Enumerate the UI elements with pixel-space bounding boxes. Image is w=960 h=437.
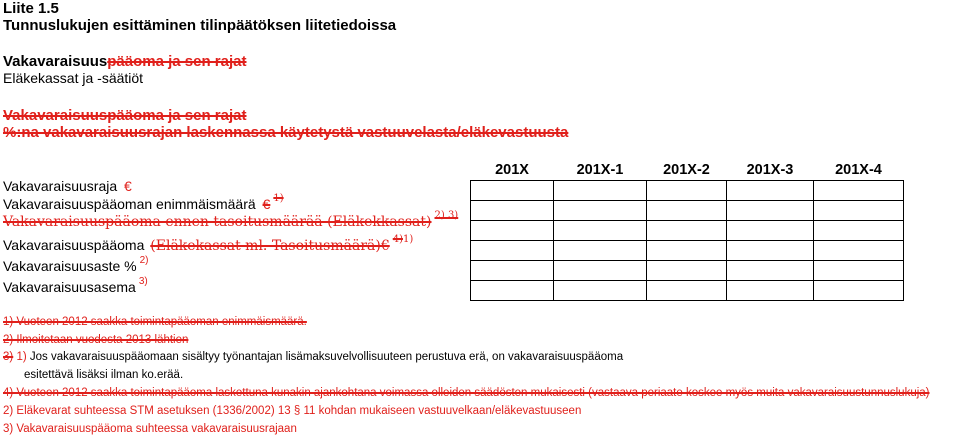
row2-note: 1) — [273, 193, 284, 204]
table-cell[interactable] — [554, 181, 647, 201]
row-label-solvency-position — [3, 276, 148, 295]
footnote-3 — [3, 351, 623, 363]
section-heading — [3, 53, 246, 70]
table-cell[interactable] — [471, 221, 554, 241]
footnote-5: 2) Eläkevarat suhteessa STM asetuksen (1336/2002) 13 § 11 kohdan mukaiseen vastuuvelkaan/eläkevastuuseen — [3, 405, 582, 417]
row4-deleted: (Eläkekassat ml. Tasoitusmäärä)€ — [150, 238, 390, 254]
row5-label: Vakavaraisuusaste % — [3, 258, 137, 274]
footnote-1: 1) Vuoteen 2012 saakka toimintapääoman enimmäismäärä. — [3, 316, 307, 328]
row-label-max-capital — [3, 193, 284, 212]
table-cell[interactable] — [471, 281, 554, 301]
row4-note-deleted: 4) — [392, 234, 403, 245]
table-cell[interactable] — [814, 221, 904, 241]
footnote-3-continuation: esitettävä lisäksi ilman ko.erää. — [24, 369, 184, 381]
table-cell[interactable] — [647, 281, 727, 301]
document-title: Tunnuslukujen esittäminen tilinpäätöksen liitetiedoissa — [3, 17, 397, 34]
table-row — [471, 201, 904, 221]
table-cell[interactable] — [554, 241, 647, 261]
table-cell[interactable] — [727, 241, 814, 261]
column-header: 201X — [495, 162, 529, 178]
table-row — [471, 181, 904, 201]
row3-note: 2) 3) — [434, 210, 459, 221]
table-row — [471, 221, 904, 241]
row5-note: 2) — [139, 255, 149, 266]
attachment-label: Liite 1.5 — [3, 0, 59, 17]
column-header: 201X-4 — [835, 162, 882, 178]
table-cell[interactable] — [554, 281, 647, 301]
table-cell[interactable] — [727, 181, 814, 201]
section-heading-kept: Vakavaraisuus — [3, 53, 108, 70]
table-header-row — [471, 160, 904, 181]
table-cell[interactable] — [471, 241, 554, 261]
table-cell[interactable] — [647, 261, 727, 281]
table-cell[interactable] — [814, 261, 904, 281]
row6-note: 3) — [138, 276, 148, 287]
table-cell[interactable] — [647, 181, 727, 201]
row-label-solvency-ratio — [3, 255, 149, 274]
row-label-solvency-capital — [3, 234, 414, 254]
row1-label: Vakavaraisuusraja — [3, 178, 118, 194]
footnote-2: 2) Ilmoitetaan vuodesta 2013 lähtien — [3, 334, 189, 346]
column-header: 201X-2 — [663, 162, 710, 178]
table-cell[interactable] — [471, 181, 554, 201]
footnote-6: 3) Vakavaraisuuspääoma suhteessa vakavaraisuusrajaan — [3, 423, 297, 435]
table-cell[interactable] — [814, 241, 904, 261]
column-header: 201X-3 — [746, 162, 794, 178]
row4-label: Vakavaraisuuspääoma — [3, 237, 145, 253]
footnote-3-number: 1) — [16, 351, 27, 363]
table-cell[interactable] — [814, 181, 904, 201]
column-header: 201X-1 — [576, 162, 624, 178]
table-cell[interactable] — [554, 201, 647, 221]
row2-unit: € — [262, 196, 271, 212]
table-cell[interactable] — [647, 201, 727, 221]
row-label-capital-before-equalisation — [3, 210, 459, 230]
table-cell[interactable] — [727, 261, 814, 281]
table-cell[interactable] — [727, 281, 814, 301]
section-heading-deleted: pääoma ja sen rajat — [107, 53, 247, 70]
footnote-3-text: Jos vakavaraisuuspääomaan sisältyy työnantajan lisämaksuvelvollisuuteen perustuva erä, on vakavaraisuuspääoma — [29, 351, 624, 363]
figures-table — [470, 160, 904, 301]
section-subheading: Eläkekassat ja -säätiöt — [3, 70, 144, 86]
table-row — [471, 281, 904, 301]
row-label-solvency-limit — [3, 178, 132, 194]
table-cell[interactable] — [554, 221, 647, 241]
table-cell[interactable] — [471, 261, 554, 281]
deleted-subheading: %:na vakavaraisuusrajan laskennassa käytetystä vastuuvelasta/eläkevastuusta — [3, 124, 569, 141]
table-cell[interactable] — [727, 201, 814, 221]
table-cell[interactable] — [647, 221, 727, 241]
table-cell[interactable] — [647, 241, 727, 261]
footnote-3-deleted-number: 3) — [3, 351, 14, 363]
footnote-4: 4) Vuoteen 2012 saakka toimintapääoma laskettuna kunakin ajankohtana voimassa olleiden säädösten mukaisesti (vastaava periaate koskee myös muita vakavaraisuustunnuslukuja) — [3, 387, 930, 399]
row4-note: 1) — [403, 234, 414, 245]
table-cell[interactable] — [554, 261, 647, 281]
table-row — [471, 261, 904, 281]
table-row — [471, 241, 904, 261]
table-cell[interactable] — [814, 201, 904, 221]
table-cell[interactable] — [471, 201, 554, 221]
deleted-heading: Vakavaraisuuspääoma ja sen rajat — [3, 107, 247, 124]
row2-label: Vakavaraisuuspääoman enimmäismäärä — [3, 196, 256, 212]
table-cell[interactable] — [727, 221, 814, 241]
row6-label: Vakavaraisuusasema — [3, 279, 136, 295]
row3-label: Vakavaraisuuspääoma ennen tasoitusmäärää (Eläkekkassat) — [3, 214, 432, 230]
table-cell[interactable] — [814, 281, 904, 301]
row1-unit: € — [124, 178, 132, 194]
